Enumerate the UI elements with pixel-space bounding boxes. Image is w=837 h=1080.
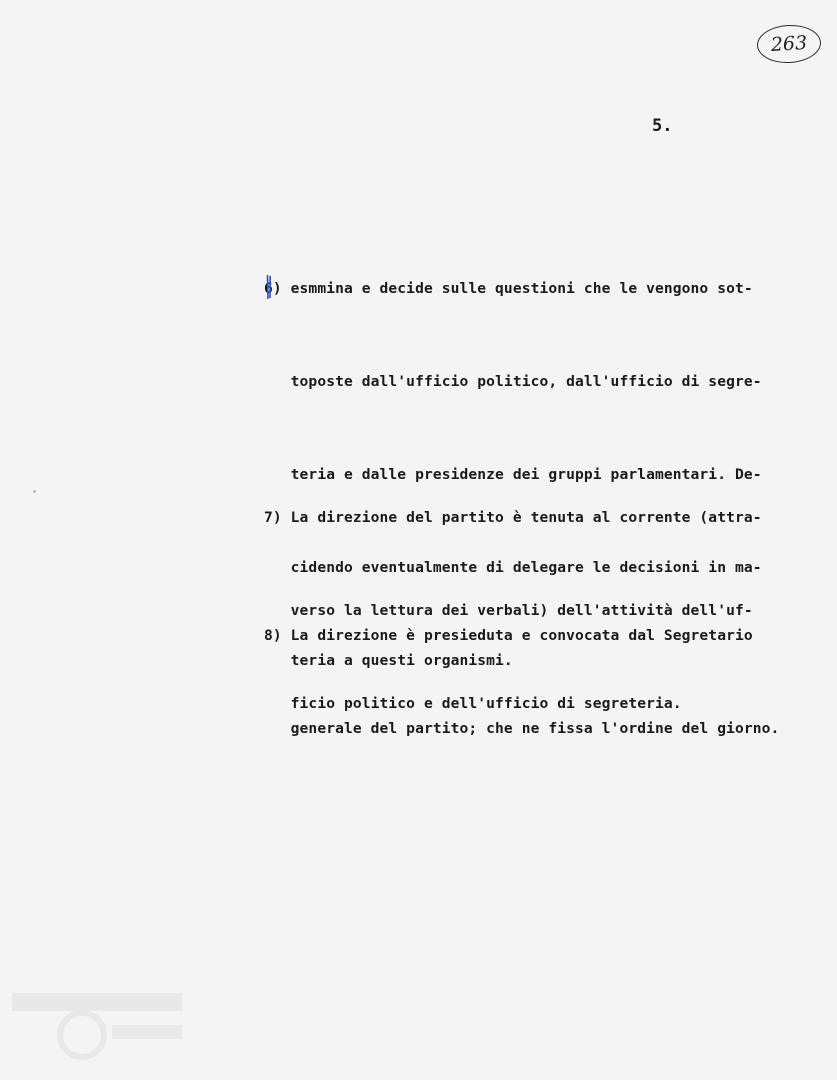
paragraph-line: ficio politico e dell'ufficio di segreteria. (264, 695, 682, 712)
circled-page-number-text: 263 (770, 32, 808, 56)
paragraph-line: 8) La direzione è presieduta e convocata dal Segretario (264, 627, 753, 644)
paragraph-item-8 (264, 558, 779, 806)
paragraph-line: generale del partito; che ne fissa l'ordine del giorno. (264, 720, 780, 737)
paper-speck (33, 490, 36, 493)
paragraph-line: cidendo eventualmente di delegare le decisioni in ma- (264, 559, 762, 576)
paragraph-line: 7) La direzione del partito è tenuta al corrente (attra- (264, 509, 762, 526)
blue-margin-mark-icon (266, 274, 272, 300)
paragraph-line: verso la lettura dei verbali) dell'attività dell'uf- (264, 602, 753, 619)
foundation-watermark-icon (12, 985, 192, 1065)
circled-page-number (756, 23, 822, 64)
typed-page-number: 5. (652, 116, 673, 136)
paragraph-line: toposte dall'ufficio politico, dall'ufficio di segre- (264, 373, 762, 390)
paragraph-line: 6) esmmina e decide sulle questioni che le vengono sot- (264, 280, 753, 297)
paragraph-line: teria e dalle presidenze dei gruppi parlamentari. De- (264, 466, 762, 483)
paragraph-line: teria a questi organismi. (264, 652, 513, 669)
